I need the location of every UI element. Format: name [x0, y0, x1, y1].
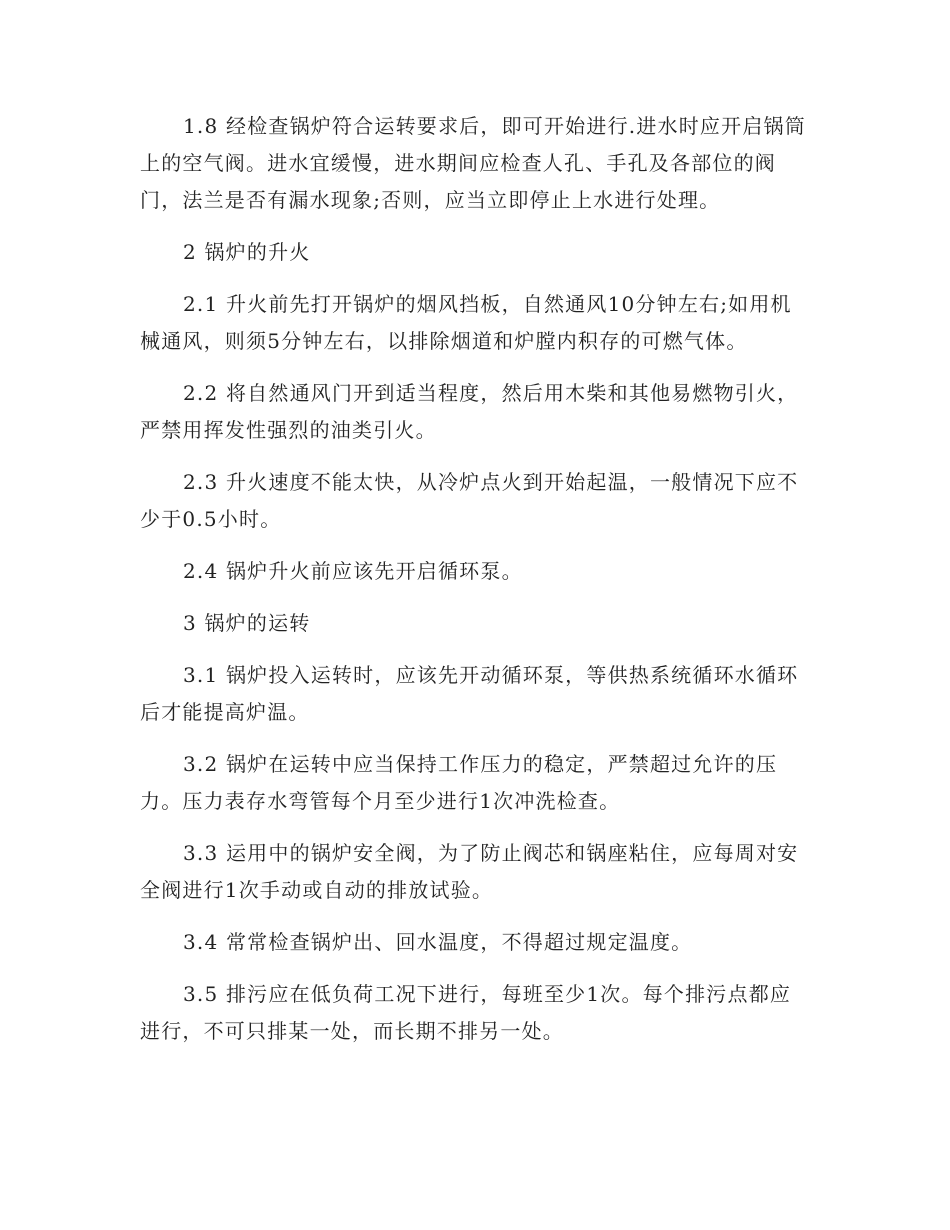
paragraph-2-3: 2.3 升火速度不能太快，从冷炉点火到开始起温，一般情况下应不少于0.5小时。 [140, 470, 799, 531]
paragraph-3-1: 3.1 锅炉投入运转时，应该先开动循环泵，等供热系统循环水循环后才能提高炉温。 [140, 663, 799, 724]
document-body [140, 108, 810, 1065]
paragraph-1-8: 1.8 经检查锅炉符合运转要求后，即可开始进行.进水时应开启锅筒上的空气阀。进水宜缓慢，进水期间应检查人孔、手孔及各部位的阀门，法兰是否有漏水现象;否则，应当立即停止上水进行处理。 [140, 114, 806, 212]
paragraph-3-4: 3.4 常常检查锅炉出、回水温度，不得超过规定温度。 [183, 930, 693, 954]
section-heading-3: 3 锅炉的运转 [183, 611, 311, 635]
paragraph-3-3: 3.3 运用中的锅炉安全阀，为了防止阀芯和锅座粘住，应每周对安全阀进行1次手动或自动的排放试验。 [140, 841, 799, 902]
paragraph-3-5: 3.5 排污应在低负荷工况下进行，每班至少1次。每个排污点都应进行，不可只排某一处，而长期不排另一处。 [140, 982, 792, 1043]
paragraph-2-2: 2.2 将自然通风门开到适当程度，然后用木柴和其他易燃物引火，严禁用挥发性强烈的油类引火。 [140, 381, 799, 442]
section-heading-2: 2 锅炉的升火 [183, 240, 311, 264]
paragraph-2-4: 2.4 锅炉升火前应该先开启循环泵。 [183, 559, 523, 583]
paragraph-3-2: 3.2 锅炉在运转中应当保持工作压力的稳定，严禁超过允许的压力。压力表存水弯管每个月至少进行1次冲洗检查。 [140, 752, 778, 813]
paragraph-2-1: 2.1 升火前先打开锅炉的烟风挡板，自然通风10分钟左右;如用机械通风，则须5分钟左右，以排除烟道和炉膛内积存的可燃气体。 [140, 292, 792, 353]
